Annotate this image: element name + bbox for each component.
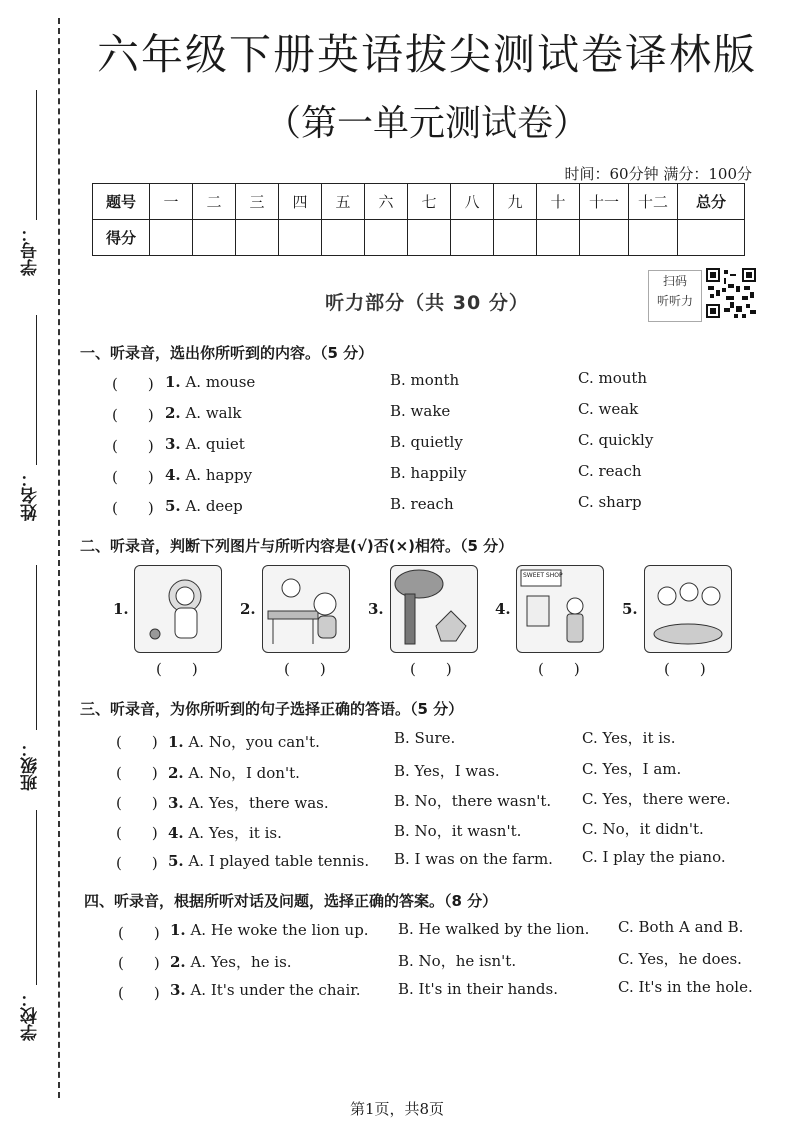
animals-icon	[645, 566, 731, 652]
score-table-header-row	[93, 184, 745, 220]
option-a	[168, 762, 300, 783]
option-c: C. sharp	[578, 493, 642, 511]
option-b: B. month	[390, 371, 460, 389]
score-cell[interactable]	[365, 220, 408, 256]
option-a-text: A. mouse	[185, 373, 256, 391]
option-a-text: A. happy	[185, 466, 253, 484]
picture-sweet-shop	[516, 565, 604, 653]
section3-heading: 三、听录音，为你所听到的句子选择正确的答语。（5 分）	[80, 700, 464, 718]
option-a	[170, 951, 292, 972]
score-cell[interactable]	[193, 220, 236, 256]
picture-number: 1.	[113, 600, 129, 618]
option-a	[168, 822, 282, 843]
option-a-text: A. quiet	[185, 435, 245, 453]
option-c: C. No，it didn't.	[582, 820, 704, 838]
score-cell[interactable]	[451, 220, 494, 256]
score-table	[92, 183, 745, 256]
question-number: 2.	[168, 764, 184, 782]
picture-animals-picnic	[644, 565, 732, 653]
option-a	[168, 792, 329, 813]
option-b: B. It's in their hands.	[398, 980, 558, 998]
picture-number: 5.	[622, 600, 638, 618]
option-c: C. It's in the hole.	[618, 978, 753, 996]
option-a	[170, 981, 361, 999]
table-cell: 题号	[93, 184, 150, 220]
option-a	[165, 435, 245, 453]
score-table-score-row	[93, 220, 745, 256]
table-cell: 二	[193, 184, 236, 220]
option-a-text: A. deep	[185, 497, 243, 515]
name-label: 姓名：	[21, 470, 41, 521]
option-a	[165, 373, 255, 391]
question-number: 4.	[165, 466, 181, 484]
answer-blank[interactable]: ( )	[116, 854, 158, 872]
answer-blank[interactable]: ( )	[118, 954, 160, 972]
answer-blank[interactable]: ( )	[112, 437, 154, 455]
question-number: 3.	[170, 981, 186, 999]
question-number: 3.	[165, 435, 181, 453]
answer-blank[interactable]: ( )	[116, 824, 158, 842]
option-b: B. He walked by the lion.	[398, 920, 590, 938]
qr-label-line1: 扫码	[662, 274, 687, 288]
option-a	[170, 921, 369, 939]
answer-blank[interactable]: ( )	[410, 660, 452, 678]
option-b: B. No，there wasn't.	[394, 792, 552, 810]
picture-table-tennis	[262, 565, 350, 653]
picture-number: 4.	[495, 600, 511, 618]
score-cell[interactable]	[494, 220, 537, 256]
school-label: 学校：	[21, 990, 41, 1041]
option-b: B. reach	[390, 495, 454, 513]
question-number: 1.	[170, 921, 186, 939]
option-b: B. wake	[390, 402, 451, 420]
option-a	[165, 466, 252, 484]
section2-heading: 二、听录音，判断下列图片与所听内容是(√)否(×)相符。（5 分）	[80, 537, 514, 555]
answer-blank[interactable]: ( )	[116, 733, 158, 751]
fox-icon	[391, 566, 477, 652]
question-number: 3.	[168, 794, 184, 812]
answer-blank[interactable]: ( )	[664, 660, 706, 678]
option-a-text: A. walk	[185, 404, 242, 422]
option-a-text: A. Yes，there was.	[188, 794, 329, 812]
option-a	[168, 852, 369, 870]
class-line	[36, 565, 37, 730]
option-b: B. No，he isn't.	[398, 952, 517, 970]
table-cell: 九	[494, 184, 537, 220]
section1-heading: 一、听录音，选出你所听到的内容。（5 分）	[80, 344, 374, 362]
shop-sign: SWEET SHOP	[523, 572, 563, 579]
picture-number: 3.	[368, 600, 384, 618]
score-cell[interactable]	[150, 220, 193, 256]
answer-blank[interactable]: ( )	[118, 984, 160, 1002]
option-c: C. Yes，he does.	[618, 950, 742, 968]
option-b: B. I was on the farm.	[394, 850, 553, 868]
option-a-text: A. Yes，it is.	[188, 824, 282, 842]
answer-blank[interactable]: ( )	[116, 764, 158, 782]
section4-heading: 四、听录音，根据所听对话及问题，选择正确的答案。（8 分）	[84, 892, 498, 910]
picture-fox-tree	[390, 565, 478, 653]
school-line	[36, 810, 37, 985]
table-cell: 十一	[580, 184, 629, 220]
option-b: B. Yes，I was.	[394, 762, 500, 780]
option-c: C. Both A and B.	[618, 918, 744, 936]
table-cell: 六	[365, 184, 408, 220]
option-b: B. No，it wasn't.	[394, 822, 522, 840]
page-footer: 第1页，共8页	[349, 1100, 445, 1118]
qr-code-icon[interactable]	[706, 268, 756, 318]
listening-section-title: 听力部分（共 30 分）	[325, 292, 529, 314]
answer-blank[interactable]: ( )	[116, 794, 158, 812]
cut-line	[58, 18, 60, 1098]
option-b: B. quietly	[390, 433, 463, 451]
answer-blank[interactable]: ( )	[112, 499, 154, 517]
score-cell[interactable]	[279, 220, 322, 256]
score-cell[interactable]	[537, 220, 580, 256]
question-number: 5.	[168, 852, 184, 870]
table-cell: 十	[537, 184, 580, 220]
picture-lion-mouse	[134, 565, 222, 653]
question-number: 4.	[168, 824, 184, 842]
score-cell[interactable]	[629, 220, 678, 256]
table-cell: 七	[408, 184, 451, 220]
option-b: B. Sure.	[394, 729, 456, 747]
question-number: 2.	[165, 404, 181, 422]
student-id-line	[36, 90, 37, 220]
option-a-text: A. No，you can't.	[188, 733, 320, 751]
answer-blank[interactable]: ( )	[118, 924, 160, 942]
lion-icon	[135, 566, 221, 652]
table-cell: 十二	[629, 184, 678, 220]
answer-blank[interactable]: ( )	[284, 660, 326, 678]
option-c: C. weak	[578, 400, 639, 418]
option-a	[165, 404, 242, 422]
option-a	[165, 497, 243, 515]
table-tennis-icon	[263, 566, 349, 652]
answer-blank[interactable]: ( )	[538, 660, 580, 678]
option-a-text: A. I played table tennis.	[188, 852, 370, 870]
question-number: 5.	[165, 497, 181, 515]
table-cell: 三	[236, 184, 279, 220]
time-info: 时间：60分钟 满分：100分	[564, 165, 752, 183]
option-c: C. quickly	[578, 431, 654, 449]
option-a-text: A. No，I don't.	[188, 764, 300, 782]
option-b: B. happily	[390, 464, 467, 482]
option-c: C. Yes，there were.	[582, 790, 731, 808]
table-cell: 八	[451, 184, 494, 220]
option-c: C. Yes，it is.	[582, 729, 676, 747]
option-c: C. I play the piano.	[582, 848, 726, 866]
option-c: C. mouth	[578, 369, 648, 387]
score-cell[interactable]	[236, 220, 279, 256]
option-c: C. reach	[578, 462, 642, 480]
option-c: C. Yes，I am.	[582, 760, 682, 778]
answer-blank[interactable]: ( )	[112, 375, 154, 393]
table-cell: 四	[279, 184, 322, 220]
question-number: 1.	[165, 373, 181, 391]
option-a-text: A. It's under the chair.	[190, 981, 361, 999]
answer-blank[interactable]: ( )	[112, 406, 154, 424]
option-a	[168, 731, 320, 752]
qr-label-line2: 听听力	[656, 294, 693, 308]
answer-blank[interactable]: ( )	[112, 468, 154, 486]
score-cell[interactable]	[322, 220, 365, 256]
table-cell: 得分	[93, 220, 150, 256]
option-a-text: A. Yes，he is.	[190, 953, 292, 971]
qr-label	[648, 270, 702, 322]
table-cell: 一	[150, 184, 193, 220]
answer-blank[interactable]: ( )	[156, 660, 198, 678]
class-label: 班级：	[21, 740, 41, 791]
name-line	[36, 315, 37, 465]
page-subtitle: （第一单元测试卷）	[264, 103, 589, 144]
question-number: 1.	[168, 733, 184, 751]
table-cell: 五	[322, 184, 365, 220]
student-id-label: 学号：	[21, 225, 41, 276]
page-title: 六年级下册英语拔尖测试卷译林版	[96, 30, 757, 79]
score-cell[interactable]	[408, 220, 451, 256]
option-a-text: A. He woke the lion up.	[190, 921, 369, 939]
question-number: 2.	[170, 953, 186, 971]
picture-number: 2.	[240, 600, 256, 618]
score-cell[interactable]	[580, 220, 629, 256]
score-cell[interactable]	[678, 220, 745, 256]
table-cell: 总分	[678, 184, 745, 220]
